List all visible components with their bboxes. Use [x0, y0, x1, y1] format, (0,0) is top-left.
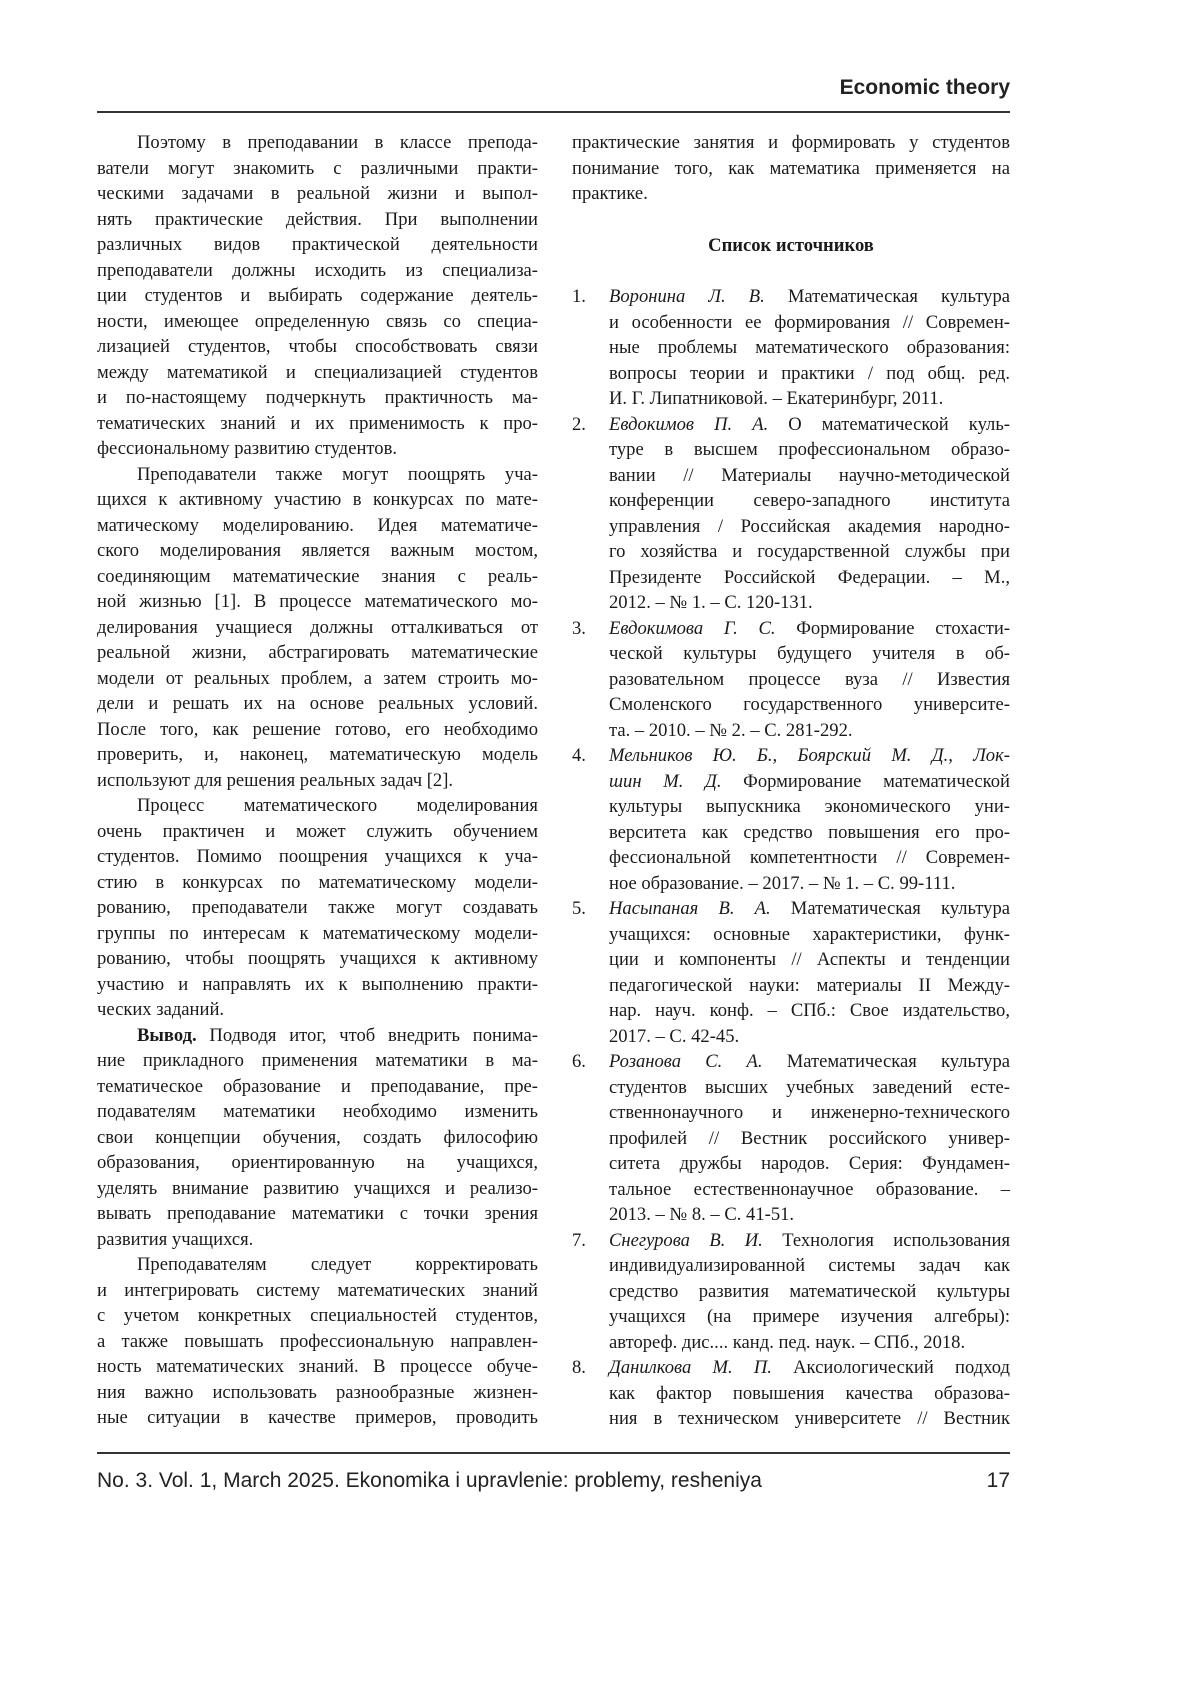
continued-paragraph — [572, 130, 1010, 207]
text-line — [97, 1303, 538, 1329]
line-text: ности, имеющее определенную связь со специа- — [97, 311, 538, 332]
paragraph — [97, 462, 538, 794]
text-line — [97, 538, 538, 564]
reference-text: педагогической науки: материалы II Между- — [609, 975, 1010, 996]
text-line — [97, 691, 538, 717]
line-text: Преподаватели также могут поощрять уча- — [137, 464, 538, 485]
text-line — [97, 1354, 538, 1380]
paragraph-lead: Вывод. — [137, 1025, 197, 1046]
footer-rule — [97, 1452, 1010, 1454]
text-line — [97, 589, 538, 615]
reference-line — [609, 1355, 1010, 1381]
reference-line — [609, 1330, 1010, 1356]
line-text: Подводя итог, чтоб внедрить понима- — [197, 1025, 538, 1046]
reference-line — [609, 1075, 1010, 1101]
line-text: Поэтому в преподавании в классе препода- — [137, 132, 538, 153]
line-text: тематическое образование и преподавание, пре- — [97, 1076, 538, 1097]
line-text: уделять внимание развитию учащихся и реализо- — [97, 1178, 538, 1199]
text-line: практические занятия и формировать у студентов — [572, 130, 1010, 156]
reference-text: автореф. дис.... канд. пед. наук. – СПб., 2018. — [609, 1332, 965, 1353]
line-text: ния важно использовать разнообразные жизнен- — [97, 1382, 538, 1403]
reference-line — [609, 896, 1010, 922]
footer-citation: No. 3. Vol. 1, March 2025. Ekonomika i upravlenie: problemy, resheniya — [97, 1469, 762, 1493]
reference-line — [609, 998, 1010, 1024]
reference-authors: шин М. Д. — [609, 771, 722, 792]
text-line — [97, 207, 538, 233]
text-line — [97, 385, 538, 411]
paragraph — [97, 793, 538, 1023]
text-line — [97, 334, 538, 360]
text-line — [97, 513, 538, 539]
line-text: соединяющим математические знания с реаль- — [97, 566, 538, 587]
text-line — [97, 360, 538, 386]
reference-authors: Розанова С. А. — [609, 1051, 763, 1072]
reference-authors: Данилкова М. П. — [609, 1357, 772, 1378]
line-text: ние прикладного применения математики в ма- — [97, 1050, 538, 1071]
text-line — [97, 666, 538, 692]
line-text: рованию, преподаватели также могут создавать — [97, 897, 538, 918]
text-line — [97, 742, 538, 768]
reference-text: Смоленского государственного университе- — [609, 694, 1010, 715]
reference-text: 2013. – № 8. – С. 41-51. — [609, 1204, 794, 1225]
reference-text: вопросы теории и практики / под общ. ред. — [609, 363, 1010, 384]
reference-line — [609, 769, 1010, 795]
reference-text: Аксиологический подход — [772, 1357, 1010, 1378]
line-text: используют для решения реальных задач [2]. — [97, 770, 453, 791]
text-line — [97, 1048, 538, 1074]
reference-line — [609, 1177, 1010, 1203]
text-line — [97, 1176, 538, 1202]
reference-line — [609, 973, 1010, 999]
reference-authors: Снегурова В. И. — [609, 1230, 763, 1251]
reference-line — [609, 820, 1010, 846]
text-line — [97, 283, 538, 309]
reference-line — [609, 641, 1010, 667]
reference-text: Технология использования — [763, 1230, 1010, 1251]
text-line — [97, 156, 538, 182]
reference-line — [609, 1126, 1010, 1152]
line-text: ции студентов и выбирать содержание деятель- — [97, 285, 538, 306]
reference-line — [609, 1100, 1010, 1126]
reference-text: ное образование. – 2017. – № 1. – С. 99-111. — [609, 873, 955, 894]
text-line — [97, 436, 538, 462]
reference-line — [609, 412, 1010, 438]
line-text: Процесс математического моделирования — [137, 795, 538, 816]
reference-line — [609, 947, 1010, 973]
reference-item — [572, 1049, 1010, 1228]
text-line — [97, 130, 538, 156]
text-line — [97, 1074, 538, 1100]
reference-line — [609, 1381, 1010, 1407]
line-text: щихся к активному участию в конкурсах по мате- — [97, 489, 538, 510]
text-line — [97, 895, 538, 921]
reference-line — [609, 845, 1010, 871]
line-text: лизацией студентов, чтобы способствовать связи — [97, 336, 538, 357]
reference-number: 4. — [572, 743, 586, 769]
line-text: модели от реальных проблем, а затем строить мо- — [97, 668, 538, 689]
line-text: ность математических знаний. В процессе обуче- — [97, 1356, 538, 1377]
paragraph — [97, 1252, 538, 1431]
line-text: образования, ориентированную на учащихся, — [97, 1152, 538, 1173]
reference-number: 2. — [572, 412, 586, 438]
line-text: вывать преподавание математики с точки зрения — [97, 1203, 538, 1224]
reference-text: средство развития математической культуры — [609, 1281, 1010, 1302]
text-line — [97, 1329, 538, 1355]
left-column — [97, 130, 538, 1431]
reference-line — [609, 1049, 1010, 1075]
header-rule — [97, 111, 1010, 113]
line-text: преподаватели должны исходить из специализа- — [97, 260, 538, 281]
reference-line — [609, 1151, 1010, 1177]
line-text: ческими задачами в реальной жизни и выпол- — [97, 183, 538, 204]
page-number: 17 — [987, 1469, 1010, 1493]
reference-text: 2017. – С. 42-45. — [609, 1026, 739, 1047]
reference-item — [572, 284, 1010, 412]
reference-authors: Евдокимов П. А. — [609, 414, 768, 435]
text-line — [97, 819, 538, 845]
reference-line — [609, 463, 1010, 489]
reference-line — [609, 514, 1010, 540]
line-text: ной жизнью [1]. В процессе математического мо- — [97, 591, 538, 612]
reference-line — [609, 1253, 1010, 1279]
reference-text: Президенте Российской Федерации. – М., — [609, 567, 1010, 588]
line-text: свои концепции обучения, создать философию — [97, 1127, 538, 1148]
reference-text: Формирование стохасти- — [776, 618, 1011, 639]
reference-text: студентов высших учебных заведений есте- — [609, 1077, 1010, 1098]
reference-line — [609, 1279, 1010, 1305]
line-text: проверить, и, наконец, математическую модель — [97, 744, 538, 765]
line-text: ные ситуации в качестве примеров, проводить — [97, 1407, 538, 1428]
reference-line — [609, 718, 1010, 744]
line-text: Преподавателям следует корректировать — [137, 1254, 538, 1275]
text-line — [97, 411, 538, 437]
text-line — [97, 615, 538, 641]
reference-number: 8. — [572, 1355, 586, 1381]
text-line — [97, 972, 538, 998]
reference-item — [572, 412, 1010, 616]
line-text: различных видов практической деятельности — [97, 234, 538, 255]
reference-text: культуры выпускника экономического уни- — [609, 796, 1010, 817]
references-list — [572, 284, 1010, 1432]
line-text: делирования учащиеся должны отталкиваться от — [97, 617, 538, 638]
text-line — [97, 1201, 538, 1227]
reference-text: фессиональной компетентности // Современ- — [609, 847, 1010, 868]
reference-line — [609, 488, 1010, 514]
reference-authors: Евдокимова Г. С. — [609, 618, 776, 639]
reference-item — [572, 896, 1010, 1049]
text-line — [97, 870, 538, 896]
line-text: ского моделирования является важным мостом, — [97, 540, 538, 561]
text-line — [97, 487, 538, 513]
text-line — [97, 768, 538, 794]
reference-text: туре в высшем профессиональном образо- — [609, 439, 1010, 460]
text-line — [97, 1125, 538, 1151]
reference-text: Математическая культура — [763, 1051, 1010, 1072]
line-text: стию в конкурсах по математическому модели- — [97, 872, 538, 893]
reference-text: разовательном процессе вуза // Известия — [609, 669, 1010, 690]
reference-line — [609, 794, 1010, 820]
text-line — [97, 181, 538, 207]
reference-number: 1. — [572, 284, 586, 310]
text-line: практике. — [572, 181, 1010, 207]
reference-number: 7. — [572, 1228, 586, 1254]
reference-text: 2012. – № 1. – С. 120-131. — [609, 592, 813, 613]
reference-line — [609, 922, 1010, 948]
line-text: очень практичен и может служить обучением — [97, 821, 538, 842]
reference-authors: Мельников Ю. Б., Боярский М. Д., Лок- — [609, 745, 1010, 766]
line-text: и интегрировать систему математических знаний — [97, 1280, 538, 1301]
paragraph — [97, 1023, 538, 1253]
line-text: ватели могут знакомить с различными практи- — [97, 158, 538, 179]
references-heading: Список источников — [572, 233, 1010, 259]
text-line — [97, 1278, 538, 1304]
reference-line — [609, 743, 1010, 769]
line-text: тематических знаний и их применимость к про- — [97, 413, 538, 434]
reference-text: ственнонаучного и инженерно-технического — [609, 1102, 1010, 1123]
reference-text: учащихся: основные характеристики, функ- — [609, 924, 1010, 945]
reference-text: нар. науч. конф. – СПб.: Свое издательство, — [609, 1000, 1010, 1021]
reference-text: ные проблемы математического образования: — [609, 337, 1010, 358]
text-line — [97, 462, 538, 488]
reference-line — [609, 667, 1010, 693]
reference-line — [609, 1406, 1010, 1432]
reference-authors: Насыпаная В. А. — [609, 898, 771, 919]
line-text: и по-настоящему подчеркнуть практичность ма- — [97, 387, 538, 408]
text-line — [97, 997, 538, 1023]
reference-text: верситета как средство повышения его про- — [609, 822, 1010, 843]
reference-line — [609, 1228, 1010, 1254]
text-line — [97, 309, 538, 335]
reference-line — [609, 1202, 1010, 1228]
line-text: матическому моделированию. Идея математиче- — [97, 515, 538, 536]
reference-number: 3. — [572, 616, 586, 642]
paragraph — [97, 130, 538, 462]
line-text: участию и направлять их к выполнению практи- — [97, 974, 538, 995]
reference-item — [572, 1355, 1010, 1432]
text-line — [97, 921, 538, 947]
reference-text: ситета дружбы народов. Серия: Фундамен- — [609, 1153, 1010, 1174]
text-line — [97, 1023, 538, 1049]
reference-text: вании // Материалы научно-методической — [609, 465, 1010, 486]
line-text: После того, как решение готово, его необходимо — [97, 719, 538, 740]
line-text: рованию, чтобы поощрять учащихся к активному — [97, 948, 538, 969]
line-text: реальной жизни, абстрагировать математические — [97, 642, 538, 663]
text-line — [97, 232, 538, 258]
line-text: с учетом конкретных специальностей студентов, — [97, 1305, 538, 1326]
reference-text: О математической куль- — [768, 414, 1010, 435]
line-text: а также повышать профессиональную направлен- — [97, 1331, 538, 1352]
line-text: группы по интересам к математическому модели- — [97, 923, 538, 944]
reference-line — [609, 590, 1010, 616]
reference-number: 5. — [572, 896, 586, 922]
line-text: нять практические действия. При выполнении — [97, 209, 538, 230]
reference-text: конференции северо-западного института — [609, 490, 1010, 511]
reference-text: Формирование математической — [722, 771, 1011, 792]
reference-line — [609, 361, 1010, 387]
reference-line — [609, 539, 1010, 565]
reference-text: ческой культуры будущего учителя в об- — [609, 643, 1010, 664]
text-line — [97, 564, 538, 590]
reference-line — [609, 692, 1010, 718]
reference-line — [609, 1304, 1010, 1330]
text-line — [97, 1380, 538, 1406]
line-text: студентов. Помимо поощрения учащихся к уча- — [97, 846, 538, 867]
reference-line — [609, 284, 1010, 310]
reference-line — [609, 616, 1010, 642]
reference-text: Математическая культура — [771, 898, 1010, 919]
reference-line — [609, 1024, 1010, 1050]
reference-authors: Воронина Л. В. — [609, 286, 765, 307]
reference-item — [572, 616, 1010, 744]
reference-line — [609, 437, 1010, 463]
reference-item — [572, 1228, 1010, 1356]
text-line — [97, 1099, 538, 1125]
text-line — [97, 717, 538, 743]
reference-text: И. Г. Липатниковой. – Екатеринбург, 2011. — [609, 388, 943, 409]
reference-item — [572, 743, 1010, 896]
reference-text: ния в техническом университете // Вестник — [609, 1408, 1010, 1429]
reference-number: 6. — [572, 1049, 586, 1075]
reference-text: профилей // Вестник российского универ- — [609, 1128, 1010, 1149]
text-line — [97, 1227, 538, 1253]
reference-text: та. – 2010. – № 2. – С. 281-292. — [609, 720, 853, 741]
text-line — [97, 640, 538, 666]
text-line — [97, 258, 538, 284]
reference-text: Математическая культура — [765, 286, 1010, 307]
text-line — [97, 946, 538, 972]
text-line — [97, 844, 538, 870]
text-line — [97, 1150, 538, 1176]
reference-line — [609, 871, 1010, 897]
reference-line — [609, 565, 1010, 591]
line-text: подавателям математики необходимо изменить — [97, 1101, 538, 1122]
reference-text: управления / Российская академия народно- — [609, 516, 1010, 537]
reference-line — [609, 310, 1010, 336]
right-column — [572, 130, 1010, 1432]
text-line — [97, 1252, 538, 1278]
text-line — [97, 793, 538, 819]
reference-text: тальное естественнонаучное образование. – — [609, 1179, 1010, 1200]
line-text: дели и решать их на основе реальных условий. — [97, 693, 538, 714]
reference-text: как фактор повышения качества образова- — [609, 1383, 1010, 1404]
reference-text: учащихся (на примере изучения алгебры): — [609, 1306, 1010, 1327]
reference-text: и особенности ее формирования // Современ- — [609, 312, 1010, 333]
running-header-section: Economic theory — [840, 76, 1010, 100]
reference-text: ции и компоненты // Аспекты и тенденции — [609, 949, 1010, 970]
reference-line — [609, 335, 1010, 361]
text-line — [97, 1405, 538, 1431]
line-text: между математикой и специализацией студентов — [97, 362, 538, 383]
reference-text: индивидуализированной системы задач как — [609, 1255, 1010, 1276]
text-line: понимание того, как математика применяется на — [572, 156, 1010, 182]
reference-text: го хозяйства и государственной службы при — [609, 541, 1010, 562]
reference-line — [609, 386, 1010, 412]
line-text: развития учащихся. — [97, 1229, 253, 1250]
line-text: ческих заданий. — [97, 999, 224, 1020]
line-text: фессиональному развитию студентов. — [97, 438, 397, 459]
